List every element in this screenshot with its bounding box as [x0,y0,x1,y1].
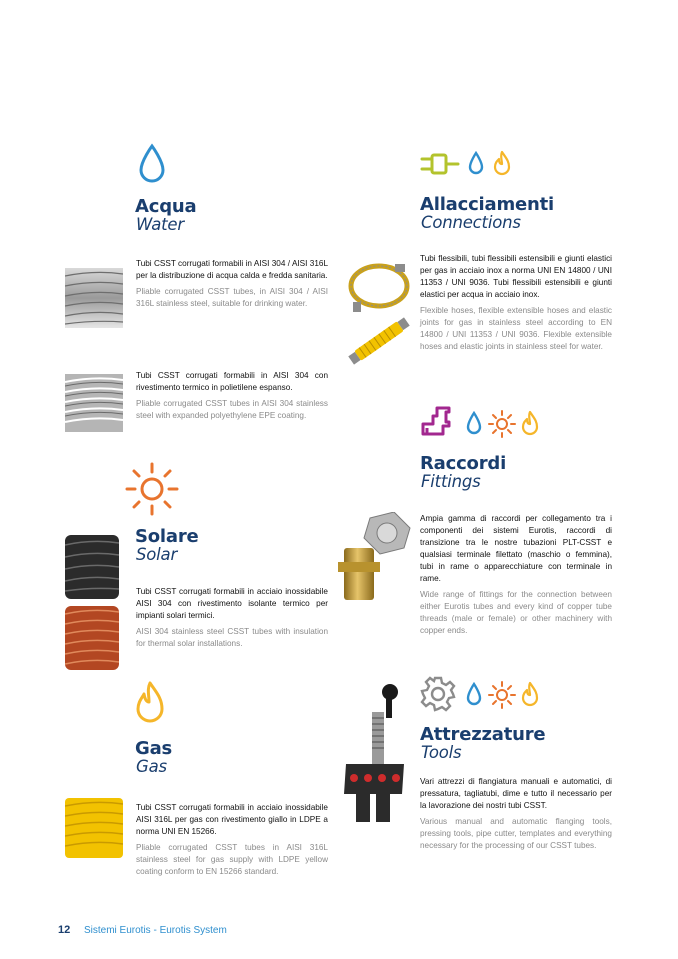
insulated-tube-coil-image [65,372,123,434]
acqua-text-block-2 [136,370,328,422]
water-drop-icon [467,151,485,177]
raccordi-en-text: Wide range of fittings for the connection between either Eurotis tubes and every kind of copper tube threads (male or female) or other machinery with copper ends. [420,590,612,635]
sun-icon [487,409,517,439]
gas-en-text: Pliable corrugated CSST tubes in AISI 316L stainless steel for gas supply with LDPE yellow coating conform to EN 15266 standard. [136,843,328,876]
steel-tube-coil-image [65,264,123,332]
gas-it-text: Tubi CSST corrugati formabili in acciaio inossidabile AISI 316L per gas con rivestimento giallo in LDPE a norma UNI EN 15266. [136,803,328,836]
section-subtitle-acqua: Water [136,215,184,234]
gas-text-block [136,802,328,878]
water-drop-icon [465,682,483,708]
section-title-acqua: Acqua [135,196,197,217]
flame-icon [493,150,511,178]
connector-icon [420,152,460,176]
flame-icon [521,410,539,438]
black-insulated-tube-image [65,533,119,601]
water-drop-icon [137,143,167,185]
fitting-icon [419,404,455,440]
attrezzature-it-text: Vari attrezzi di flangiatura manuali e automatici, di pressatura, tagliatubi, dime e tutto il necessario per la lavorazione dei nostri tubi CSST. [420,777,612,810]
section-title-attrezzature: Attrezzature [420,724,546,745]
allacciamenti-en-text: Flexible hoses, flexible extensible hoses and elastic joints for gas in stainless steel according to EN 14800 / UNI 11353 / UNI 9036. Flexible extensible hoses and elastic joints in stainless steel for water. [420,306,612,351]
section-subtitle-solare: Solar [136,545,178,564]
acqua-it-text-1: Tubi CSST corrugati formabili in AISI 304 / AISI 316L per la distribuzione di acqua calda e fredda sanitaria. [136,259,328,280]
raccordi-it-text: Ampia gamma di raccordi per collegamento tra i componenti dei sistemi Eurotis, raccordi di transizione tra le nostre tubazioni PLT-CSST e qualsiasi terminale filettato (maschio o femmina), tubi in rame o apparecchiature con terminale in rame. [420,514,612,583]
yellow-gas-tube-coil-image [65,798,123,858]
section-title-allacciamenti: Allacciamenti [420,194,555,215]
acqua-text-block-1 [136,258,328,310]
raccordi-text-block [420,513,612,637]
solare-en-text: AISI 304 stainless steel CSST tubes with insulation for thermal solar installations. [136,627,328,648]
attrezzature-text-block [420,776,612,852]
page-number: 12 [58,924,71,936]
footer-text: Sistemi Eurotis - Eurotis System [84,925,227,936]
section-subtitle-raccordi: Fittings [421,472,481,491]
allacciamenti-it-text: Tubi flessibili, tubi flessibili estensibili e giunti elastici per gas in acciaio inox a norma UNI EN 14800 / UNI 11353 / UNI 9036. Tubi flessibili estensibili e giunti elastici per acqua in acciaio inox. [420,254,612,299]
flexible-hose-image [345,256,413,368]
brass-fitting-image [332,512,412,604]
attrezzature-en-text: Various manual and automatic flanging tools, pressing tools, pipe cutter, templates and everything necessary for the processing of our CSST tubes. [420,817,612,850]
solare-text-block [136,586,328,650]
flaring-tool-image [340,682,410,832]
sun-icon [124,461,180,517]
water-drop-icon [465,411,483,437]
solare-it-text: Tubi CSST corrugati formabili in acciaio inossidabile AISI 304 con rivestimento isolante termico per impianti solari termici. [136,587,328,620]
section-title-gas: Gas [135,738,173,759]
section-subtitle-gas: Gas [136,757,167,776]
allacciamenti-text-block [420,253,612,353]
flame-icon [521,681,539,709]
flame-icon [134,680,166,726]
section-title-raccordi: Raccordi [420,453,507,474]
gear-icon [419,675,457,713]
copper-tube-coil-image [65,606,119,670]
sun-icon [487,680,517,710]
section-subtitle-allacciamenti: Connections [421,213,521,232]
acqua-en-text-1: Pliable corrugated CSST tubes, in AISI 304 / AISI 316L stainless steel, suitable for drinking water. [136,287,328,308]
section-title-solare: Solare [135,526,199,547]
acqua-it-text-2: Tubi CSST corrugati formabili in AISI 304 con rivestimento termico in polietilene espanso. [136,371,328,392]
acqua-en-text-2: Pliable corrugated CSST tubes in AISI 304 stainless steel with expanded polyethylene EPE coating. [136,399,328,420]
section-subtitle-attrezzature: Tools [421,743,462,762]
